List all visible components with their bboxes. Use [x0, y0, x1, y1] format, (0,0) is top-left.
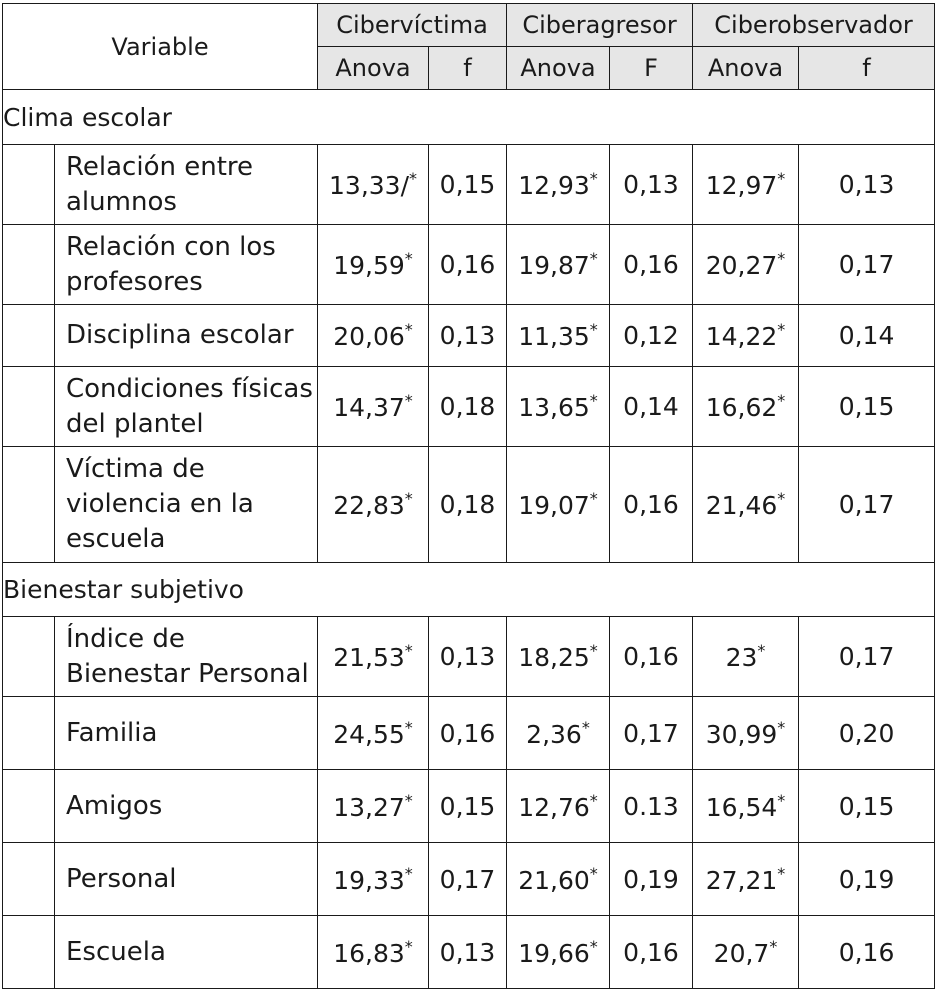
- significance-mark: *: [777, 489, 786, 508]
- row-label: Índice de Bienestar Personal: [55, 617, 318, 697]
- cell-value: 0,13: [838, 170, 895, 199]
- table-row: [3, 225, 935, 305]
- results-table: [2, 3, 935, 989]
- anova-cell: [318, 697, 429, 770]
- indent-cell: [3, 305, 55, 367]
- f-cell: [610, 225, 693, 305]
- significance-mark: *: [581, 717, 590, 737]
- anova-cell: [318, 617, 429, 697]
- cell-value: 13,33/: [329, 171, 410, 200]
- significance-mark: *: [589, 320, 598, 339]
- cell-value: 0,13: [439, 642, 496, 671]
- indent-cell: [3, 916, 55, 989]
- cell-value: 0,13: [439, 937, 496, 967]
- f-cell: [799, 697, 935, 770]
- significance-mark: *: [777, 249, 786, 268]
- cell-value: 0,19: [838, 864, 895, 894]
- significance-mark: *: [404, 863, 413, 883]
- cell-value: 21,46: [705, 491, 778, 520]
- anova-cell: [693, 697, 799, 770]
- row-label: Víctima de violencia en la escuela: [55, 447, 318, 563]
- anova-cell: [507, 225, 610, 305]
- group-header-ciberagresor: Ciberagresor: [507, 4, 693, 47]
- cell-value: 0,19: [623, 864, 679, 894]
- row-label: Relación con los profesores: [55, 225, 318, 305]
- significance-mark: *: [589, 863, 598, 883]
- anova-cell: [693, 843, 799, 916]
- cell-value: 19,33: [333, 865, 405, 895]
- cell-value: 21,60: [518, 865, 590, 895]
- anova-cell: [507, 305, 610, 367]
- cell-value: 0,13: [623, 170, 679, 199]
- f-cell: [429, 843, 507, 916]
- anova-cell: [693, 447, 799, 563]
- cell-value: 13,27: [333, 792, 405, 822]
- anova-cell: [318, 145, 429, 225]
- f-cell: [429, 770, 507, 843]
- cell-value: 12,97: [705, 171, 778, 200]
- cell-value: 12,93: [518, 171, 590, 200]
- f-cell: [799, 447, 935, 563]
- section-row: [3, 563, 935, 617]
- cell-value: 13,65: [518, 393, 590, 422]
- anova-cell: [693, 145, 799, 225]
- significance-mark: *: [777, 391, 786, 410]
- cell-value: 0,16: [623, 490, 679, 519]
- significance-mark: *: [769, 936, 778, 956]
- significance-mark: *: [589, 936, 598, 956]
- f-cell: [799, 225, 935, 305]
- cell-value: 0,16: [838, 937, 895, 967]
- significance-mark: *: [777, 863, 786, 883]
- f-cell: [429, 367, 507, 447]
- significance-mark: *: [404, 641, 413, 660]
- significance-mark: *: [404, 391, 413, 410]
- significance-mark: *: [777, 790, 786, 810]
- subcol-header: Anova: [507, 47, 610, 90]
- row-label: Personal: [55, 843, 318, 916]
- cell-value: 0,15: [439, 170, 496, 199]
- indent-cell: [3, 367, 55, 447]
- f-cell: [799, 770, 935, 843]
- f-cell: [799, 305, 935, 367]
- significance-mark: *: [404, 717, 413, 737]
- indent-cell: [3, 697, 55, 770]
- f-cell: [610, 697, 693, 770]
- cell-value: 0,17: [838, 490, 895, 519]
- row-label: Familia: [55, 697, 318, 770]
- table-row: [3, 617, 935, 697]
- f-cell: [610, 916, 693, 989]
- indent-cell: [3, 617, 55, 697]
- significance-mark: *: [589, 169, 598, 188]
- f-cell: [610, 843, 693, 916]
- f-cell: [610, 367, 693, 447]
- cell-value: 20,7: [713, 938, 770, 968]
- cell-value: 0.13: [623, 791, 679, 821]
- cell-value: 19,66: [518, 938, 590, 968]
- anova-cell: [318, 770, 429, 843]
- significance-mark: *: [404, 320, 413, 339]
- significance-mark: *: [777, 717, 786, 737]
- anova-cell: [318, 447, 429, 563]
- indent-cell: [3, 843, 55, 916]
- significance-mark: *: [589, 489, 598, 508]
- subcol-header: F: [610, 47, 693, 90]
- cell-value: 0,15: [838, 791, 895, 821]
- anova-cell: [693, 305, 799, 367]
- cell-value: 16,62: [705, 393, 778, 422]
- table-row: [3, 367, 935, 447]
- anova-cell: [507, 447, 610, 563]
- anova-cell: [693, 225, 799, 305]
- row-label: Condiciones físicas del plantel: [55, 367, 318, 447]
- section-row: [3, 90, 935, 145]
- table-row: [3, 305, 935, 367]
- group-header-cibervictima: Cibervíctima: [318, 4, 507, 47]
- cell-value: 0,18: [439, 392, 496, 421]
- anova-cell: [693, 770, 799, 843]
- row-label: Disciplina escolar: [55, 305, 318, 367]
- table-body: [3, 90, 935, 989]
- cell-value: 19,07: [518, 491, 590, 520]
- indent-cell: [3, 447, 55, 563]
- cell-value: 0,15: [838, 392, 895, 421]
- cell-value: 18,25: [518, 643, 590, 672]
- significance-mark: *: [404, 936, 413, 956]
- cell-value: 0,18: [439, 490, 496, 519]
- cell-value: 24,55: [333, 719, 405, 749]
- f-cell: [610, 447, 693, 563]
- cell-value: 23: [725, 643, 758, 672]
- cell-value: 12,76: [518, 792, 590, 822]
- f-cell: [799, 145, 935, 225]
- cell-value: 11,35: [518, 322, 590, 351]
- f-cell: [429, 697, 507, 770]
- cell-value: 0,16: [439, 250, 496, 279]
- indent-cell: [3, 225, 55, 305]
- cell-value: 14,22: [705, 322, 778, 351]
- significance-mark: *: [777, 320, 786, 339]
- table-row: [3, 916, 935, 989]
- significance-mark: *: [589, 249, 598, 268]
- section-title: Bienestar subjetivo: [3, 563, 935, 617]
- anova-cell: [693, 367, 799, 447]
- f-cell: [429, 916, 507, 989]
- row-label: Relación entre alumnos: [55, 145, 318, 225]
- f-cell: [429, 447, 507, 563]
- significance-mark: *: [589, 790, 598, 810]
- subcol-header: Anova: [693, 47, 799, 90]
- cell-value: 19,87: [518, 251, 590, 280]
- subcol-header: f: [429, 47, 507, 90]
- f-cell: [429, 225, 507, 305]
- f-cell: [799, 916, 935, 989]
- table-row: [3, 145, 935, 225]
- cell-value: 0,17: [838, 642, 895, 671]
- table-row: [3, 770, 935, 843]
- variable-header: Variable: [3, 4, 318, 90]
- anova-cell: [507, 697, 610, 770]
- anova-cell: [507, 367, 610, 447]
- cell-value: 0,17: [623, 718, 679, 748]
- cell-value: 0,14: [838, 321, 895, 350]
- cell-value: 20,27: [705, 251, 778, 280]
- f-cell: [610, 617, 693, 697]
- table-row: [3, 843, 935, 916]
- subcol-header: f: [799, 47, 935, 90]
- anova-cell: [507, 770, 610, 843]
- f-cell: [799, 367, 935, 447]
- cell-value: 0,14: [623, 392, 679, 421]
- cell-value: 22,83: [333, 491, 405, 520]
- cell-value: 0,16: [623, 642, 679, 671]
- significance-mark: *: [404, 249, 413, 268]
- cell-value: 27,21: [705, 865, 778, 895]
- cell-value: 16,83: [333, 938, 405, 968]
- f-cell: [429, 305, 507, 367]
- anova-cell: [693, 916, 799, 989]
- anova-cell: [693, 617, 799, 697]
- anova-cell: [318, 843, 429, 916]
- significance-mark: *: [409, 169, 418, 188]
- anova-cell: [507, 916, 610, 989]
- anova-cell: [318, 305, 429, 367]
- cell-value: 19,59: [333, 251, 405, 280]
- cell-value: 0,20: [838, 718, 895, 748]
- cell-value: 0,16: [439, 718, 496, 748]
- f-cell: [429, 617, 507, 697]
- f-cell: [799, 617, 935, 697]
- cell-value: 14,37: [333, 393, 405, 422]
- row-label: Escuela: [55, 916, 318, 989]
- significance-mark: *: [589, 641, 598, 660]
- row-label: Amigos: [55, 770, 318, 843]
- anova-cell: [507, 145, 610, 225]
- section-title: Clima escolar: [3, 90, 935, 145]
- cell-value: 21,53: [333, 643, 405, 672]
- anova-cell: [507, 843, 610, 916]
- f-cell: [429, 145, 507, 225]
- table-row: [3, 697, 935, 770]
- indent-cell: [3, 770, 55, 843]
- anova-cell: [318, 367, 429, 447]
- significance-mark: *: [404, 489, 413, 508]
- cell-value: 16,54: [705, 792, 778, 822]
- f-cell: [610, 145, 693, 225]
- anova-cell: [318, 916, 429, 989]
- cell-value: 0,16: [623, 250, 679, 279]
- f-cell: [799, 843, 935, 916]
- table-header: [3, 4, 935, 90]
- significance-mark: *: [404, 790, 413, 810]
- cell-value: 30,99: [705, 719, 778, 749]
- cell-value: 20,06: [333, 322, 405, 351]
- cell-value: 0,15: [439, 791, 496, 821]
- cell-value: 0,17: [838, 250, 895, 279]
- f-cell: [610, 770, 693, 843]
- cell-value: 0,16: [623, 937, 679, 967]
- indent-cell: [3, 145, 55, 225]
- significance-mark: *: [757, 641, 766, 660]
- cell-value: 0,17: [439, 864, 496, 894]
- cell-value: 0,13: [439, 321, 496, 350]
- subcol-header: Anova: [318, 47, 429, 90]
- significance-mark: *: [777, 169, 786, 188]
- table-row: [3, 447, 935, 563]
- significance-mark: *: [589, 391, 598, 410]
- group-header-ciberobservador: Ciberobservador: [693, 4, 935, 47]
- f-cell: [610, 305, 693, 367]
- cell-value: 2,36: [526, 719, 582, 749]
- anova-cell: [318, 225, 429, 305]
- cell-value: 0,12: [623, 321, 679, 350]
- anova-cell: [507, 617, 610, 697]
